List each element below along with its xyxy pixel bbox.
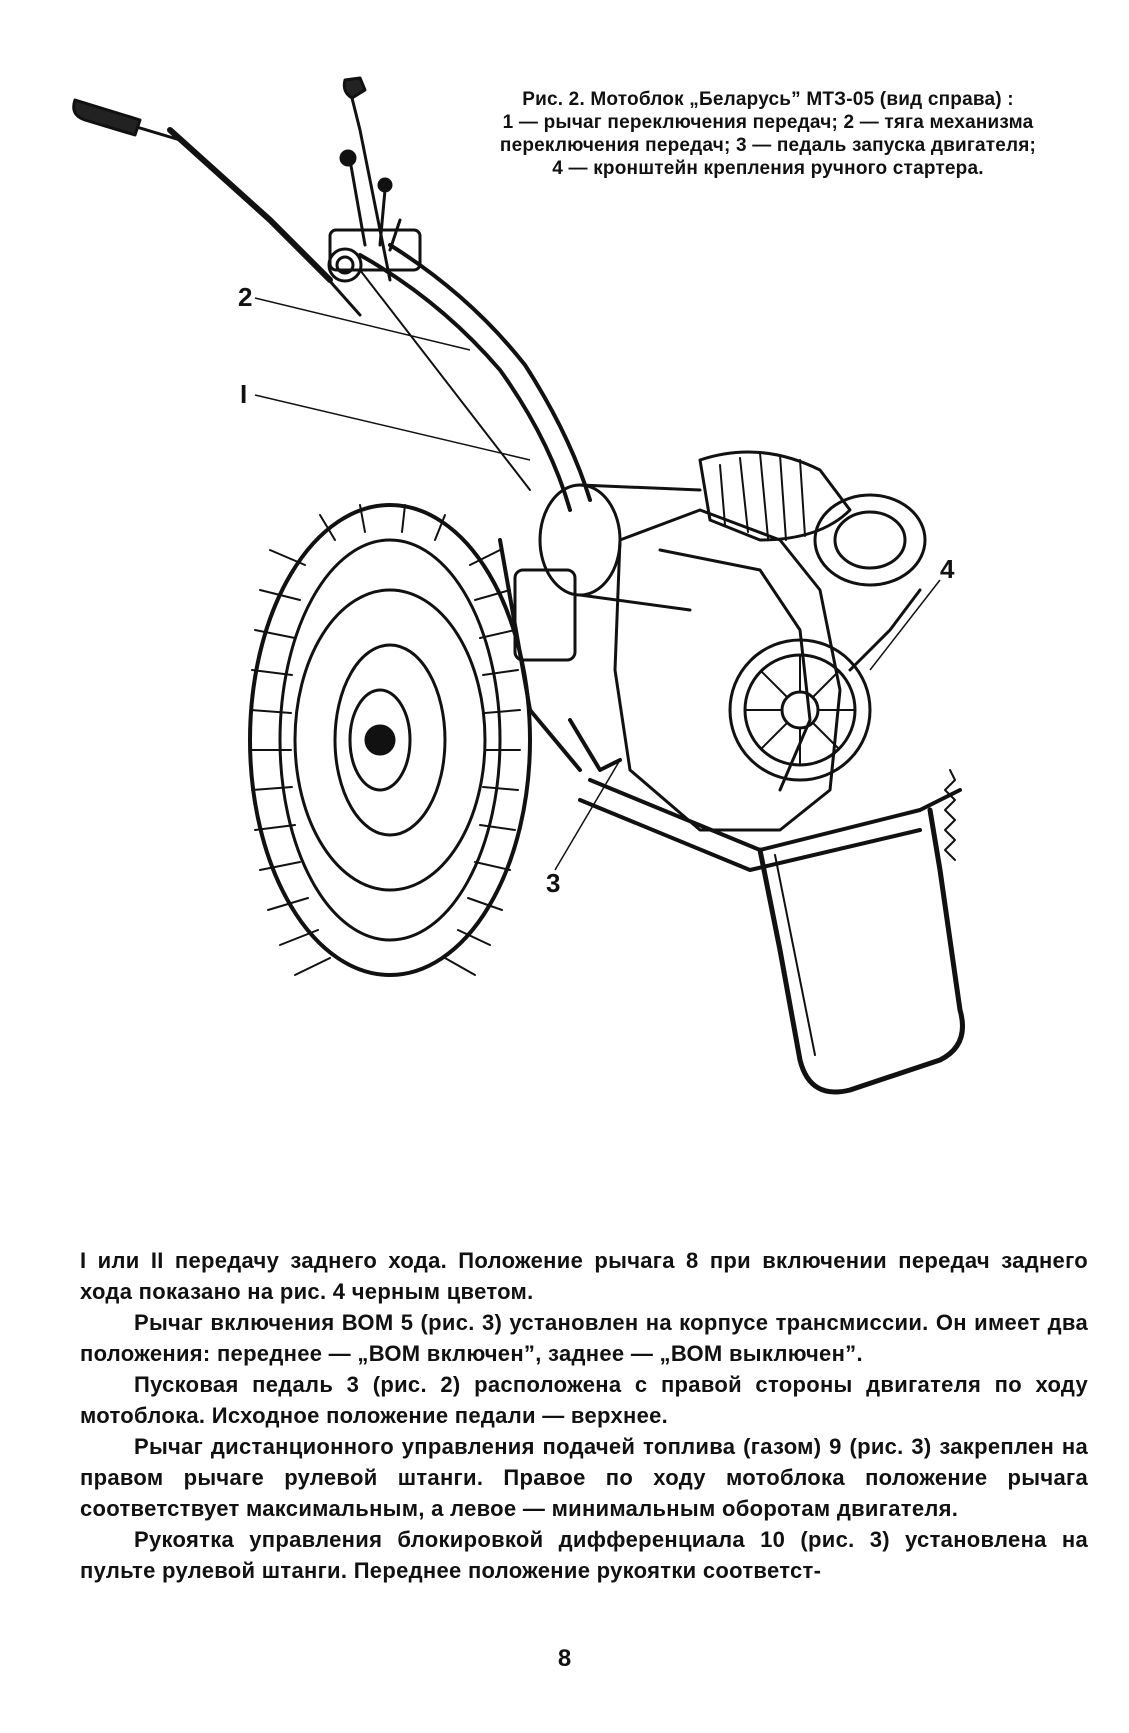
figure-caption-line: 4 — кронштейн крепления ручного стартера. bbox=[552, 158, 984, 179]
fuel-tank bbox=[540, 485, 620, 595]
figure-caption-title: Рис. 2. Мотоблок „Беларусь” МТЗ-05 (вид справа) : bbox=[522, 89, 1014, 110]
paragraph: Рукоятка управления блокировкой дифференциала 10 (рис. 3) установлена на пульте рулевой штанги. Переднее положение рукоятки соответст- bbox=[80, 1527, 1088, 1583]
leader-line-1 bbox=[255, 395, 530, 460]
paragraph: Рычаг дистанционного управления подачей топлива (газом) 9 (рис. 3) закреплен на правом рычаге рулевой штанги. Правое по ходу мотоблока положение рычага соответствует максимальным, а левое — минимальным оборотам двигателя. bbox=[80, 1434, 1088, 1521]
tractor-illustration bbox=[60, 70, 1080, 1230]
body-text bbox=[80, 1245, 1088, 1586]
walk-behind-tractor-drawing bbox=[60, 70, 1080, 1230]
callout-3: 3 bbox=[546, 868, 561, 898]
callout-2: 2 bbox=[238, 282, 253, 312]
paragraph: Рычаг включения ВОМ 5 (рис. 3) установлен на корпусе трансмиссии. Он имеет два положения: переднее — „ВОМ включен”, заднее — „ВОМ выключен”. bbox=[80, 1310, 1088, 1366]
paragraph: I или II передачу заднего хода. Положение рычага 8 при включении передач заднего хода показано на рис. 4 черным цветом. bbox=[80, 1248, 1088, 1304]
leader-line-4 bbox=[870, 580, 940, 670]
callout-4: 4 bbox=[940, 554, 955, 584]
start-pedal bbox=[570, 720, 620, 770]
figure-caption bbox=[448, 88, 1088, 180]
leader-line-2 bbox=[255, 298, 470, 350]
callout-1: I bbox=[240, 379, 248, 409]
figure-caption-line: переключения передач; 3 — педаль запуска двигателя; bbox=[499, 135, 1037, 156]
left-handlebar bbox=[80, 110, 360, 315]
front-guard-frame bbox=[590, 780, 960, 850]
engine-block bbox=[615, 510, 840, 830]
leader-line-3 bbox=[555, 760, 620, 870]
paragraph: Пусковая педаль 3 (рис. 2) расположена с правой стороны двигателя по ходу мотоблока. Исходное положение педали — верхнее. bbox=[80, 1372, 1088, 1428]
figure-caption-line: 1 — рычаг переключения передач; 2 — тяга механизма bbox=[502, 112, 1034, 133]
page-number: 8 bbox=[557, 1645, 572, 1672]
steering-boom bbox=[360, 255, 570, 510]
